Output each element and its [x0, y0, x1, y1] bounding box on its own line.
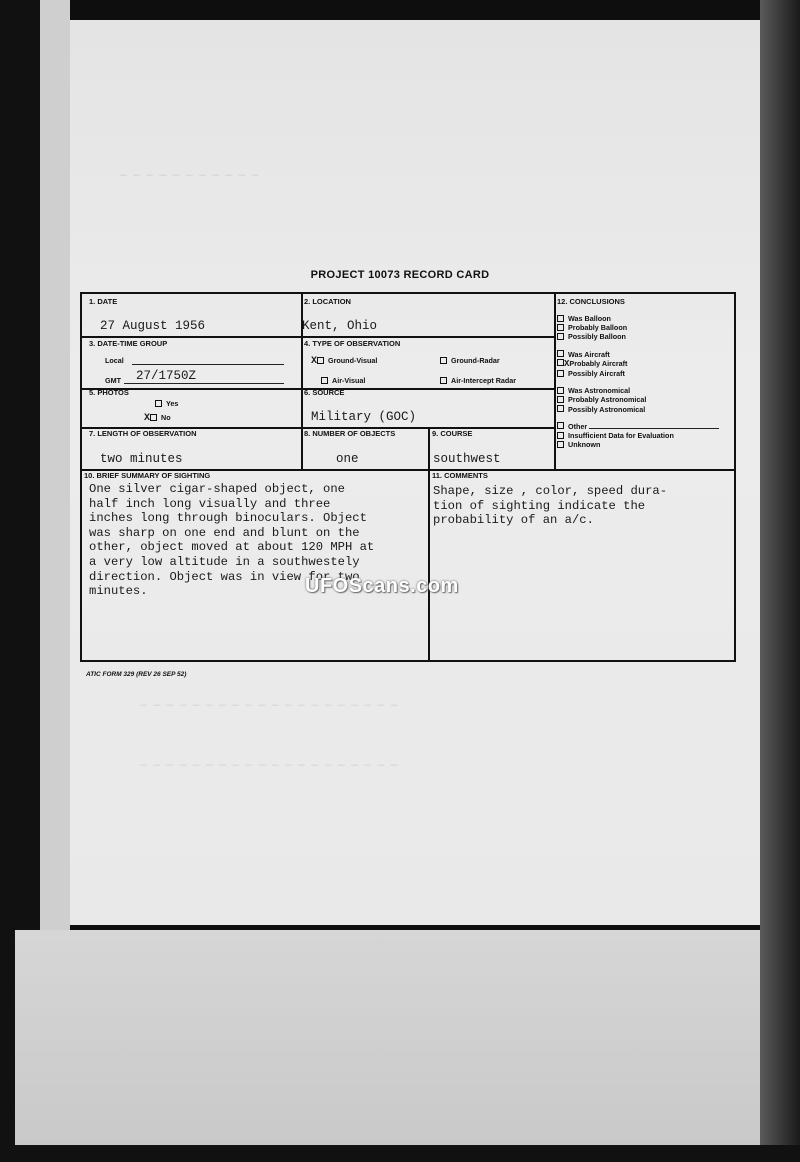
conclusion-text: Was Aircraft: [568, 349, 610, 359]
air-intercept-radar-text: Air-Intercept Radar: [451, 376, 517, 385]
number-of-objects-label: 8. NUMBER OF OBJECTS: [304, 429, 396, 438]
source-label: 6. SOURCE: [304, 388, 345, 397]
gmt-line: [124, 383, 284, 384]
conclusion-text: Insufficient Data for Evaluation: [568, 431, 674, 441]
conclusion-text: Was Balloon: [568, 314, 611, 323]
photos-yes-text: Yes: [166, 399, 179, 408]
conclusion-other: [557, 422, 719, 431]
ground-visual-mark: X: [311, 356, 318, 367]
summary-text: One silver cigar-shaped object, one half inch long visually and three inches long through binoculars. Object was sharp on one end and blunt on the other, object moved at about 120 MPH at a very low altitude in a southwestely direction. Object was in view for two minutes.: [89, 482, 375, 599]
checkbox-icon: [557, 441, 564, 448]
photos-yes-option: [155, 399, 178, 408]
length-label: 7. LENGTH OF OBSERVATION: [89, 429, 197, 438]
conclusion-unknown: [557, 440, 719, 449]
conclusion-text: Unknown: [568, 440, 601, 450]
date-label: 1. DATE: [89, 297, 118, 306]
conclusions-label: 12. CONCLUSIONS: [557, 297, 625, 306]
checkbox-icon: [440, 357, 447, 364]
conclusion-text: Possibly Balloon: [568, 332, 626, 342]
conclusion-was-balloon: [557, 314, 719, 323]
checkbox-icon: [557, 350, 564, 357]
checkbox-icon: [321, 377, 328, 384]
photos-label: 5. PHOTOS: [89, 388, 129, 397]
length-value: two minutes: [100, 452, 183, 466]
checkbox-icon: [150, 414, 157, 421]
number-of-objects-value: one: [336, 452, 359, 466]
summary-label: 10. BRIEF SUMMARY OF SIGHTING: [84, 471, 211, 480]
conclusion-possibly-balloon: [557, 332, 719, 341]
comments-text: Shape, size , color, speed dura- tion of sighting indicate the probability of an a/c.: [433, 484, 668, 528]
checkbox-icon: [557, 422, 564, 429]
conclusions-list: [557, 314, 719, 449]
conclusion-text: Probably Aircraft: [569, 358, 628, 368]
conclusion-probably-balloon: [557, 323, 719, 332]
course-value: southwest: [433, 452, 501, 466]
conclusion-text: Probably Balloon: [568, 323, 628, 333]
observation-type-label: 4. TYPE OF OBSERVATION: [304, 339, 401, 348]
local-label: Local: [105, 356, 124, 365]
course-label: 9. COURSE: [432, 429, 473, 438]
film-border-right: [760, 0, 800, 1162]
conclusion-probably-astronomical: [557, 395, 719, 404]
ground-radar-option: [440, 356, 500, 365]
checkbox-icon: [557, 387, 564, 394]
bleed-through: — — — — — — — — — — — — — — — — — — — —: [140, 700, 398, 712]
conclusion-insufficient: [557, 431, 719, 440]
checkbox-icon: [557, 370, 564, 377]
conclusion-possibly-aircraft: [557, 369, 719, 378]
local-line: [132, 364, 284, 365]
location-label: 2. LOCATION: [304, 297, 351, 306]
underlying-sheet: [15, 930, 760, 1145]
conclusion-was-aircraft: [557, 350, 719, 359]
checkbox-icon: [557, 405, 564, 412]
conclusion-text: Was Astronomical: [568, 386, 631, 396]
photos-no-option: [144, 413, 171, 424]
checkbox-icon: [557, 396, 564, 403]
divider: [82, 336, 554, 338]
location-value: Kent, Ohio: [302, 319, 378, 333]
date-value: 27 August 1956: [100, 319, 206, 333]
conclusion-was-astronomical: [557, 386, 719, 395]
other-line: [589, 428, 719, 429]
air-visual-text: Air-Visual: [332, 376, 366, 385]
comments-label: 11. COMMENTS: [432, 471, 488, 480]
ground-visual-text: Ground-Visual: [328, 356, 378, 365]
checkbox-icon: [557, 324, 564, 331]
checkbox-icon: [557, 432, 564, 439]
date-time-group-label: 3. DATE-TIME GROUP: [89, 339, 168, 348]
photos-no-mark: X: [144, 413, 151, 424]
checkbox-icon: [557, 359, 564, 366]
probably-aircraft-mark: X: [564, 358, 570, 369]
film-edge-strip: [40, 0, 70, 930]
film-border-bottom: [0, 1145, 800, 1162]
conclusion-possibly-astronomical: [557, 405, 719, 414]
conclusion-text: Possibly Aircraft: [568, 369, 625, 379]
conclusion-text: Probably Astronomical: [568, 395, 647, 405]
source-value: Military (GOC): [311, 410, 417, 424]
checkbox-icon: [557, 333, 564, 340]
air-visual-option: [321, 376, 365, 385]
ground-visual-option: [311, 356, 377, 367]
form-id: ATIC FORM 329 (REV 26 SEP 52): [86, 671, 187, 678]
conclusion-text: Possibly Astronomical: [568, 404, 646, 414]
conclusion-text: Other: [568, 421, 588, 431]
card-title: PROJECT 10073 RECORD CARD: [310, 269, 490, 281]
gmt-value: 27/1750Z: [136, 369, 197, 383]
gmt-label: GMT: [105, 376, 121, 385]
divider: [554, 294, 556, 469]
bleed-through: — — — — — — — — — — —: [120, 170, 259, 182]
checkbox-icon: [317, 357, 324, 364]
conclusion-probably-aircraft: [557, 359, 719, 369]
checkbox-icon: [557, 315, 564, 322]
checkbox-icon: [155, 400, 162, 407]
air-intercept-radar-option: [440, 376, 516, 385]
bleed-through: — — — — — — — — — — — — — — — — — — — —: [140, 760, 398, 772]
checkbox-icon: [440, 377, 447, 384]
watermark: UFOScans.com: [305, 575, 459, 597]
photos-no-text: No: [161, 413, 171, 422]
ground-radar-text: Ground-Radar: [451, 356, 500, 365]
